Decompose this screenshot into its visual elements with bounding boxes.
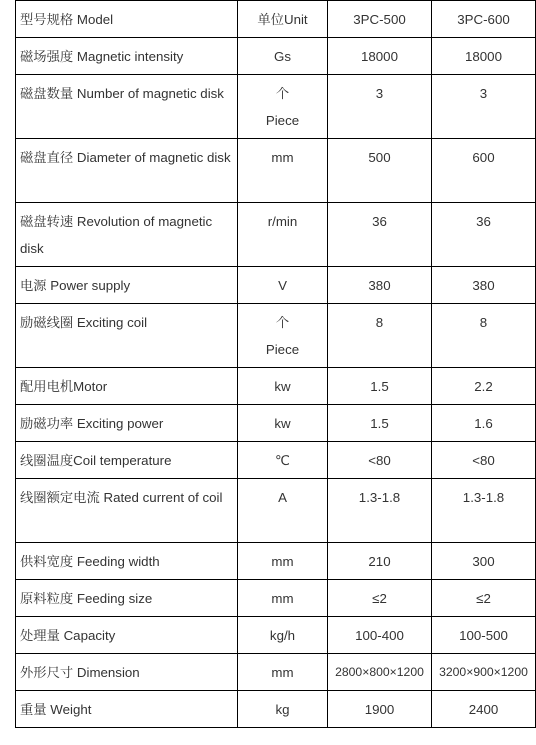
unit-cell: mm xyxy=(238,543,328,580)
value-a-cell: 3 xyxy=(328,75,432,139)
value-b-cell: 3200×900×1200 xyxy=(432,654,536,691)
unit-cell: ℃ xyxy=(238,442,328,479)
table-row xyxy=(16,267,536,304)
value-a-cell: 1.5 xyxy=(328,368,432,405)
param-cell: 励磁线圈 Exciting coil xyxy=(16,304,238,368)
param-cell: 磁盘直径 Diameter of magnetic disk xyxy=(16,139,238,203)
value-b-cell: 3 xyxy=(432,75,536,139)
value-a-cell: 36 xyxy=(328,203,432,267)
unit-cell: V xyxy=(238,267,328,304)
value-a-cell: 100-400 xyxy=(328,617,432,654)
param-cell: 供料宽度 Feeding width xyxy=(16,543,238,580)
header-param: 型号规格 Model xyxy=(16,1,238,38)
table-row xyxy=(16,368,536,405)
table-row xyxy=(16,75,536,139)
value-b-cell: 1.6 xyxy=(432,405,536,442)
unit-cell xyxy=(238,304,328,368)
table-row xyxy=(16,304,536,368)
value-a-cell: 8 xyxy=(328,304,432,368)
value-a-cell: 210 xyxy=(328,543,432,580)
param-cell: 磁盘数量 Number of magnetic disk xyxy=(16,75,238,139)
value-a-cell: 18000 xyxy=(328,38,432,75)
unit-cell: kg/h xyxy=(238,617,328,654)
value-a-cell: 380 xyxy=(328,267,432,304)
table-row xyxy=(16,479,536,543)
value-b-cell: 100-500 xyxy=(432,617,536,654)
unit-cell: A xyxy=(238,479,328,543)
unit-en: Piece xyxy=(265,342,300,357)
spec-table xyxy=(15,0,536,728)
value-b-cell: ≤2 xyxy=(432,580,536,617)
value-b-cell: 1.3-1.8 xyxy=(432,479,536,543)
unit-zh: 个 xyxy=(275,86,290,101)
unit-cell: r/min xyxy=(238,203,328,267)
unit-cell: kw xyxy=(238,405,328,442)
param-cell: 磁盘转速 Revolution of magnetic disk xyxy=(16,203,238,267)
value-b-cell: 18000 xyxy=(432,38,536,75)
value-b-cell: <80 xyxy=(432,442,536,479)
table-row xyxy=(16,139,536,203)
param-cell: 磁场强度 Magnetic intensity xyxy=(16,38,238,75)
header-row xyxy=(16,1,536,38)
table-row xyxy=(16,691,536,728)
value-b-cell: 2.2 xyxy=(432,368,536,405)
value-b-cell: 600 xyxy=(432,139,536,203)
value-b-cell: 8 xyxy=(432,304,536,368)
table-row xyxy=(16,654,536,691)
table-row xyxy=(16,203,536,267)
value-a-cell: 1.3-1.8 xyxy=(328,479,432,543)
table-row xyxy=(16,405,536,442)
unit-cell: mm xyxy=(238,139,328,203)
param-cell: 外形尺寸 Dimension xyxy=(16,654,238,691)
table-row xyxy=(16,617,536,654)
param-cell: 原料粒度 Feeding size xyxy=(16,580,238,617)
value-a-cell: 1900 xyxy=(328,691,432,728)
unit-cell xyxy=(238,75,328,139)
param-cell: 重量 Weight xyxy=(16,691,238,728)
header-model-b: 3PC-600 xyxy=(432,1,536,38)
param-cell: 配用电机Motor xyxy=(16,368,238,405)
table-row xyxy=(16,38,536,75)
param-cell: 处理量 Capacity xyxy=(16,617,238,654)
param-cell: 电源 Power supply xyxy=(16,267,238,304)
table-row xyxy=(16,580,536,617)
value-a-cell: ≤2 xyxy=(328,580,432,617)
unit-cell: Gs xyxy=(238,38,328,75)
header-model-a: 3PC-500 xyxy=(328,1,432,38)
table-row xyxy=(16,543,536,580)
value-b-cell: 300 xyxy=(432,543,536,580)
unit-cell: kg xyxy=(238,691,328,728)
unit-cell: kw xyxy=(238,368,328,405)
unit-cell: mm xyxy=(238,580,328,617)
param-cell: 线圈额定电流 Rated current of coil xyxy=(16,479,238,543)
header-unit: 单位Unit xyxy=(238,1,328,38)
value-b-cell: 2400 xyxy=(432,691,536,728)
unit-zh: 个 xyxy=(275,315,290,330)
unit-en: Piece xyxy=(265,113,300,128)
value-a-cell: 500 xyxy=(328,139,432,203)
value-a-cell: 2800×800×1200 xyxy=(328,654,432,691)
value-b-cell: 380 xyxy=(432,267,536,304)
table-row xyxy=(16,442,536,479)
param-cell: 励磁功率 Exciting power xyxy=(16,405,238,442)
param-cell: 线圈温度Coil temperature xyxy=(16,442,238,479)
value-b-cell: 36 xyxy=(432,203,536,267)
value-a-cell: <80 xyxy=(328,442,432,479)
value-a-cell: 1.5 xyxy=(328,405,432,442)
unit-cell: mm xyxy=(238,654,328,691)
